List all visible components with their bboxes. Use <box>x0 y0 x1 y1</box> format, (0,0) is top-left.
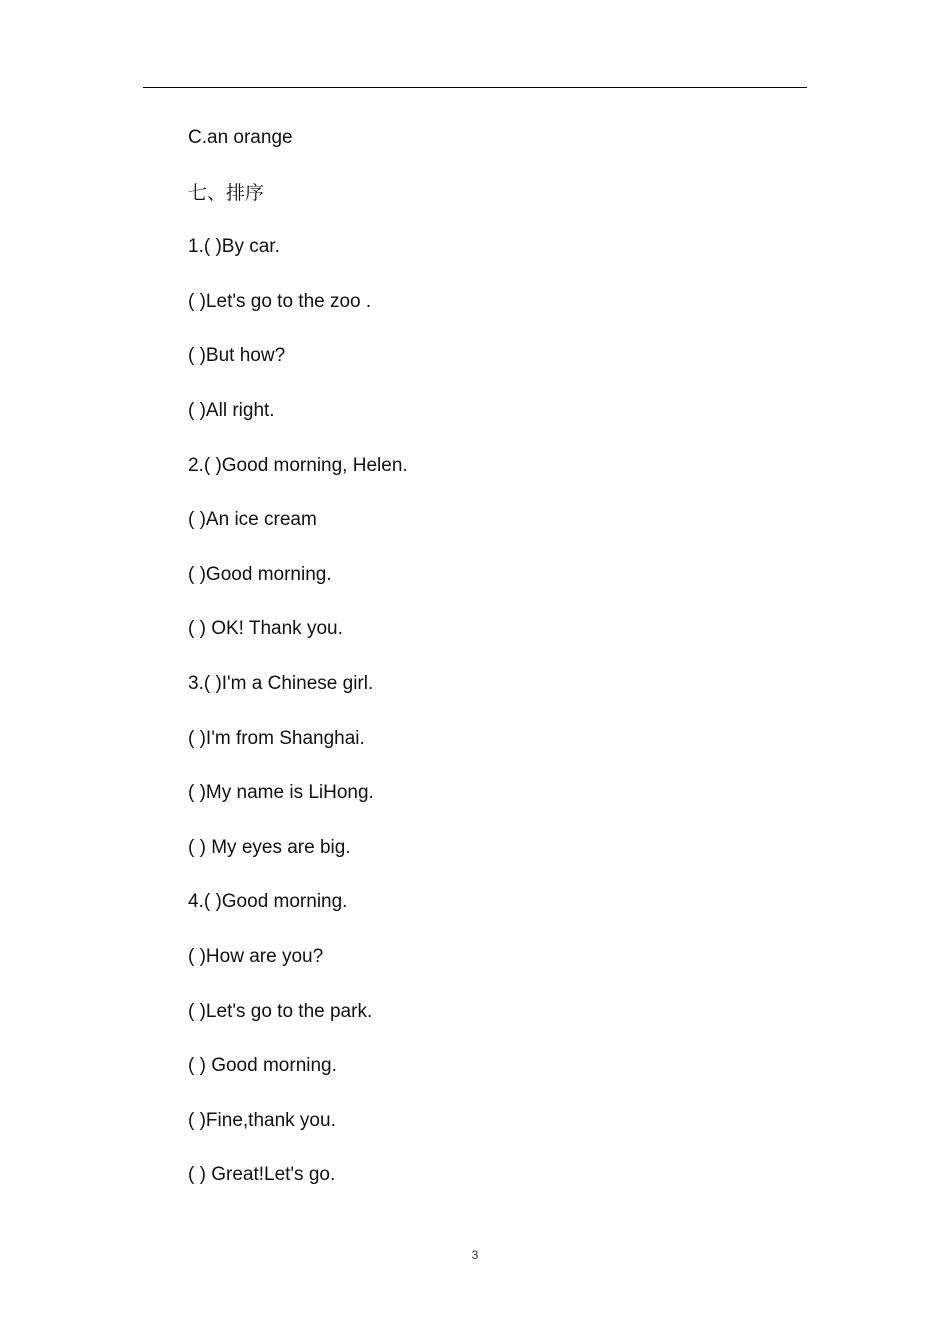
q1-line-1: 1.( )By car. <box>188 236 280 258</box>
q3-line-4: ( ) My eyes are big. <box>188 836 351 858</box>
q1-line-4: ( )All right. <box>188 399 275 421</box>
page-number: 3 <box>471 1248 479 1262</box>
q4-line-6: ( ) Great!Let's go. <box>188 1164 336 1186</box>
q1-line-2: ( )Let's go to the zoo . <box>188 290 372 312</box>
q3-line-2: ( )I'm from Shanghai. <box>188 727 365 749</box>
q4-line-4: ( ) Good morning. <box>188 1055 337 1077</box>
q2-line-2: ( )An ice cream <box>188 509 317 531</box>
q2-line-4: ( ) OK! Thank you. <box>188 618 343 640</box>
q4-line-5: ( )Fine,thank you. <box>188 1109 336 1131</box>
q4-line-2: ( )How are you? <box>188 945 324 967</box>
header-rule <box>143 87 807 88</box>
q3-line-1: 3.( )I'm a Chinese girl. <box>188 672 374 694</box>
document-body <box>188 124 788 1216</box>
section-heading: 七、排序 <box>188 181 265 204</box>
q2-line-3: ( )Good morning. <box>188 563 332 585</box>
q3-line-3: ( )My name is LiHong. <box>188 782 374 804</box>
q4-line-3: ( )Let's go to the park. <box>188 1000 373 1022</box>
q4-line-1: 4.( )Good morning. <box>188 891 348 913</box>
q1-line-3: ( )But how? <box>188 345 286 367</box>
answer-option-c: C.an orange <box>188 127 293 148</box>
q2-line-1: 2.( )Good morning, Helen. <box>188 454 408 476</box>
